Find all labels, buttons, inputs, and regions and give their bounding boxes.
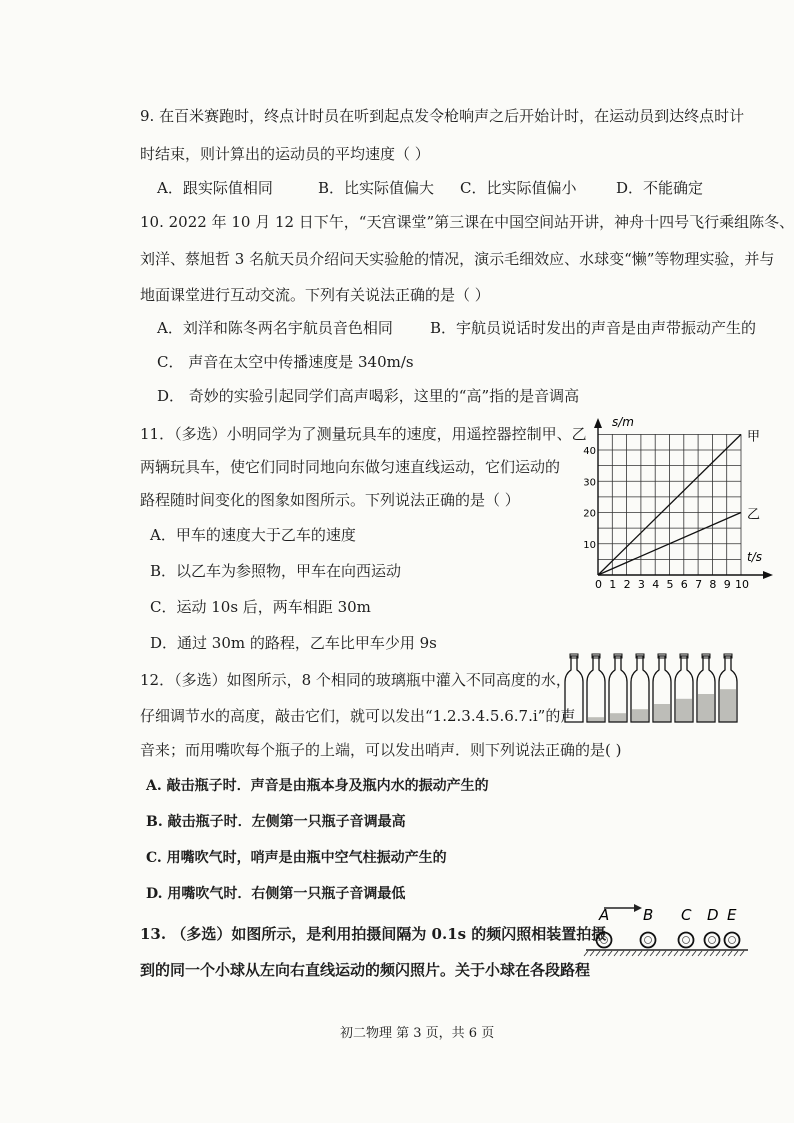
hatch-mark <box>686 951 690 956</box>
bottle-outline <box>565 656 583 722</box>
hatch-mark <box>722 951 726 956</box>
ball <box>597 933 612 948</box>
bottle-water <box>720 689 736 722</box>
ball-highlight <box>729 937 736 944</box>
hatch-mark <box>650 951 654 956</box>
q13-line2: 到的同一个小球从左向右直线运动的频闪照片。关于小球在各段路程 <box>140 961 591 979</box>
x-tick-label: 5 <box>666 578 674 591</box>
bottle-outline <box>609 656 627 722</box>
motion-arrow-icon <box>634 904 642 912</box>
y-tick-label: 40 <box>583 446 596 457</box>
glass-bottle <box>565 654 583 722</box>
hatch-mark <box>734 951 738 956</box>
hatch-mark <box>620 951 624 956</box>
ball <box>725 933 740 948</box>
q10-line3: 地面课堂进行互动交流。下列有关说法正确的是（ ） <box>140 286 490 304</box>
q9-line2: 时结束，则计算出的运动员的平均速度（ ） <box>140 145 430 163</box>
ball-position-label: A <box>599 906 610 924</box>
hatch-mark <box>710 951 714 956</box>
x-tick-label: 6 <box>680 578 688 591</box>
hatch-mark <box>692 951 696 956</box>
series-label: 甲 <box>747 429 761 445</box>
q12-line1: 12．（多选）如图所示，8 个相同的玻璃瓶中灌入不同高度的水， <box>140 671 571 689</box>
bottle-water <box>654 704 670 722</box>
hatch-mark <box>656 951 660 956</box>
glass-bottle <box>719 654 737 722</box>
glass-bottle <box>587 654 605 722</box>
bottle-water <box>676 699 692 722</box>
q11-option-d: D．通过 30m 的路程，乙车比甲车少用 9s <box>150 634 437 652</box>
bottle-row <box>565 654 737 722</box>
q9-option-d: D．不能确定 <box>616 179 704 197</box>
q11-line3: 路程随时间变化的图象如图所示。下列说法正确的是（ ） <box>140 491 520 509</box>
q12-line3: 音来；而用嘴吹每个瓶子的上端，可以发出哨声．则下列说法正确的是( ) <box>140 741 622 759</box>
hatch-mark <box>680 951 684 956</box>
y-axis-label: s/m <box>612 415 634 429</box>
q12-line2: 仔细调节水的高度，敲击它们，就可以发出“1.2.3.4.5.6.7.i”的声 <box>140 707 576 725</box>
glass-bottle <box>609 654 627 722</box>
y-tick-label: 10 <box>583 539 596 551</box>
hatch-mark <box>716 951 720 956</box>
bottle-water <box>610 713 626 722</box>
bottle-water <box>698 694 714 722</box>
x-tick-label: 8 <box>709 578 717 591</box>
q9-option-a: A．跟实际值相同 <box>157 179 273 197</box>
distance-time-chart <box>585 412 775 592</box>
page-footer: 初二物理 第 3 页，共 6 页 <box>340 1026 495 1041</box>
hatch-mark <box>626 951 630 956</box>
x-axis-label: t/s <box>747 550 762 564</box>
hatch-mark <box>638 951 642 956</box>
q10-line1: 10. 2022 年 10 月 12 日下午，“天宫课堂”第三课在中国空间站开讲，神舟十四号飞行乘组陈冬、 <box>140 213 794 231</box>
series-label: 乙 <box>747 507 761 523</box>
bottle-water <box>588 717 604 722</box>
hatch-mark <box>596 951 600 956</box>
q9-option-c: C．比实际值偏小 <box>460 179 577 197</box>
hatch-mark <box>668 951 672 956</box>
ball-highlight <box>709 937 716 944</box>
x-axis-arrow-icon <box>763 571 773 579</box>
x-tick-label: 4 <box>652 578 660 591</box>
q13-line1: 13. （多选）如图所示，是利用拍摄间隔为 0.1s 的频闪照相装置拍摄 <box>140 925 607 943</box>
x-tick-label: 1 <box>609 578 617 591</box>
hatch-mark <box>740 951 744 956</box>
glass-bottle <box>653 654 671 722</box>
y-axis-arrow-icon <box>594 418 602 428</box>
q12-option-d: D. 用嘴吹气时．右侧第一只瓶子音调最低 <box>146 886 406 902</box>
hatch-mark <box>698 951 702 956</box>
chart-ticks <box>583 446 749 591</box>
ball-position-label: B <box>643 906 654 924</box>
hatch-mark <box>602 951 606 956</box>
ball <box>705 933 720 948</box>
q10-option-b: B．宇航员说话时发出的声音是由声带振动产生的 <box>430 319 757 337</box>
q9-line1: 9. 在百米赛跑时，终点计时员在听到起点发令枪响声之后开始计时，在运动员到达终点时计 <box>140 107 745 125</box>
ball-positions <box>597 933 740 948</box>
q11-option-c: C．运动 10s 后，两车相距 30m <box>150 598 371 616</box>
y-tick-label: 30 <box>583 477 596 489</box>
hatch-mark <box>674 951 678 956</box>
hatch-mark <box>644 951 648 956</box>
glass-bottle <box>631 654 649 722</box>
x-tick-label: 2 <box>623 578 631 591</box>
chart-series <box>598 429 760 575</box>
q10-option-c: C． 声音在太空中传播速度是 340m/s <box>157 353 414 371</box>
hatch-mark <box>728 951 732 956</box>
ball-position-label: D <box>707 906 719 924</box>
q10-option-a: A．刘洋和陈冬两名宇航员音色相同 <box>157 319 393 337</box>
hatch-mark <box>704 951 708 956</box>
q12-option-b: B. 敲击瓶子时．左侧第一只瓶子音调最高 <box>146 814 406 830</box>
x-tick-label: 3 <box>637 578 645 591</box>
glass-bottle <box>675 654 693 722</box>
hatch-mark <box>614 951 618 956</box>
bottle-outline <box>587 656 605 722</box>
glass-bottle <box>697 654 715 722</box>
x-tick-label: 7 <box>695 578 703 591</box>
q12-option-c: C. 用嘴吹气时，哨声是由瓶中空气柱振动产生的 <box>146 850 447 866</box>
q11-option-b: B．以乙车为参照物，甲车在向西运动 <box>150 562 402 580</box>
q10-option-d: D． 奇妙的实验引起同学们高声喝彩，这里的“高”指的是音调高 <box>157 387 580 405</box>
hatch-mark <box>584 951 588 956</box>
x-tick-label: 0 <box>595 578 602 591</box>
y-tick-label: 20 <box>583 508 596 520</box>
hatch-mark <box>608 951 612 956</box>
hatch-mark <box>590 951 594 956</box>
ball-highlight <box>601 937 608 944</box>
hatch-mark <box>662 951 666 956</box>
q12-option-a: A. 敲击瓶子时．声音是由瓶本身及瓶内水的振动产生的 <box>146 778 489 794</box>
bottle-water <box>632 709 648 722</box>
ball <box>679 933 694 948</box>
ball <box>641 933 656 948</box>
glass-bottles-figure <box>562 652 752 728</box>
q9-option-b: B．比实际值偏大 <box>318 179 435 197</box>
ball-position-label: C <box>681 906 692 924</box>
ball-highlight <box>645 937 652 944</box>
strobe-photo-figure <box>582 900 752 960</box>
x-tick-label: 9 <box>723 578 731 591</box>
q11-line2: 两辆玩具车，使它们同时同地向东做匀速直线运动，它们运动的 <box>140 458 561 476</box>
q11-option-a: A．甲车的速度大于乙车的速度 <box>150 526 356 544</box>
q10-line2: 刘洋、蔡旭哲 3 名航天员介绍问天实验舱的情况，演示毛细效应、水球变“懒”等物理实验，并与 <box>140 250 775 268</box>
hatch-mark <box>632 951 636 956</box>
q11-line1: 11．（多选）小明同学为了测量玩具车的速度，用遥控器控制甲、乙 <box>140 425 587 443</box>
ball-highlight <box>683 937 690 944</box>
ground-hatching <box>584 951 744 956</box>
x-tick-label: 10 <box>735 578 749 591</box>
ball-position-label: E <box>727 906 737 924</box>
